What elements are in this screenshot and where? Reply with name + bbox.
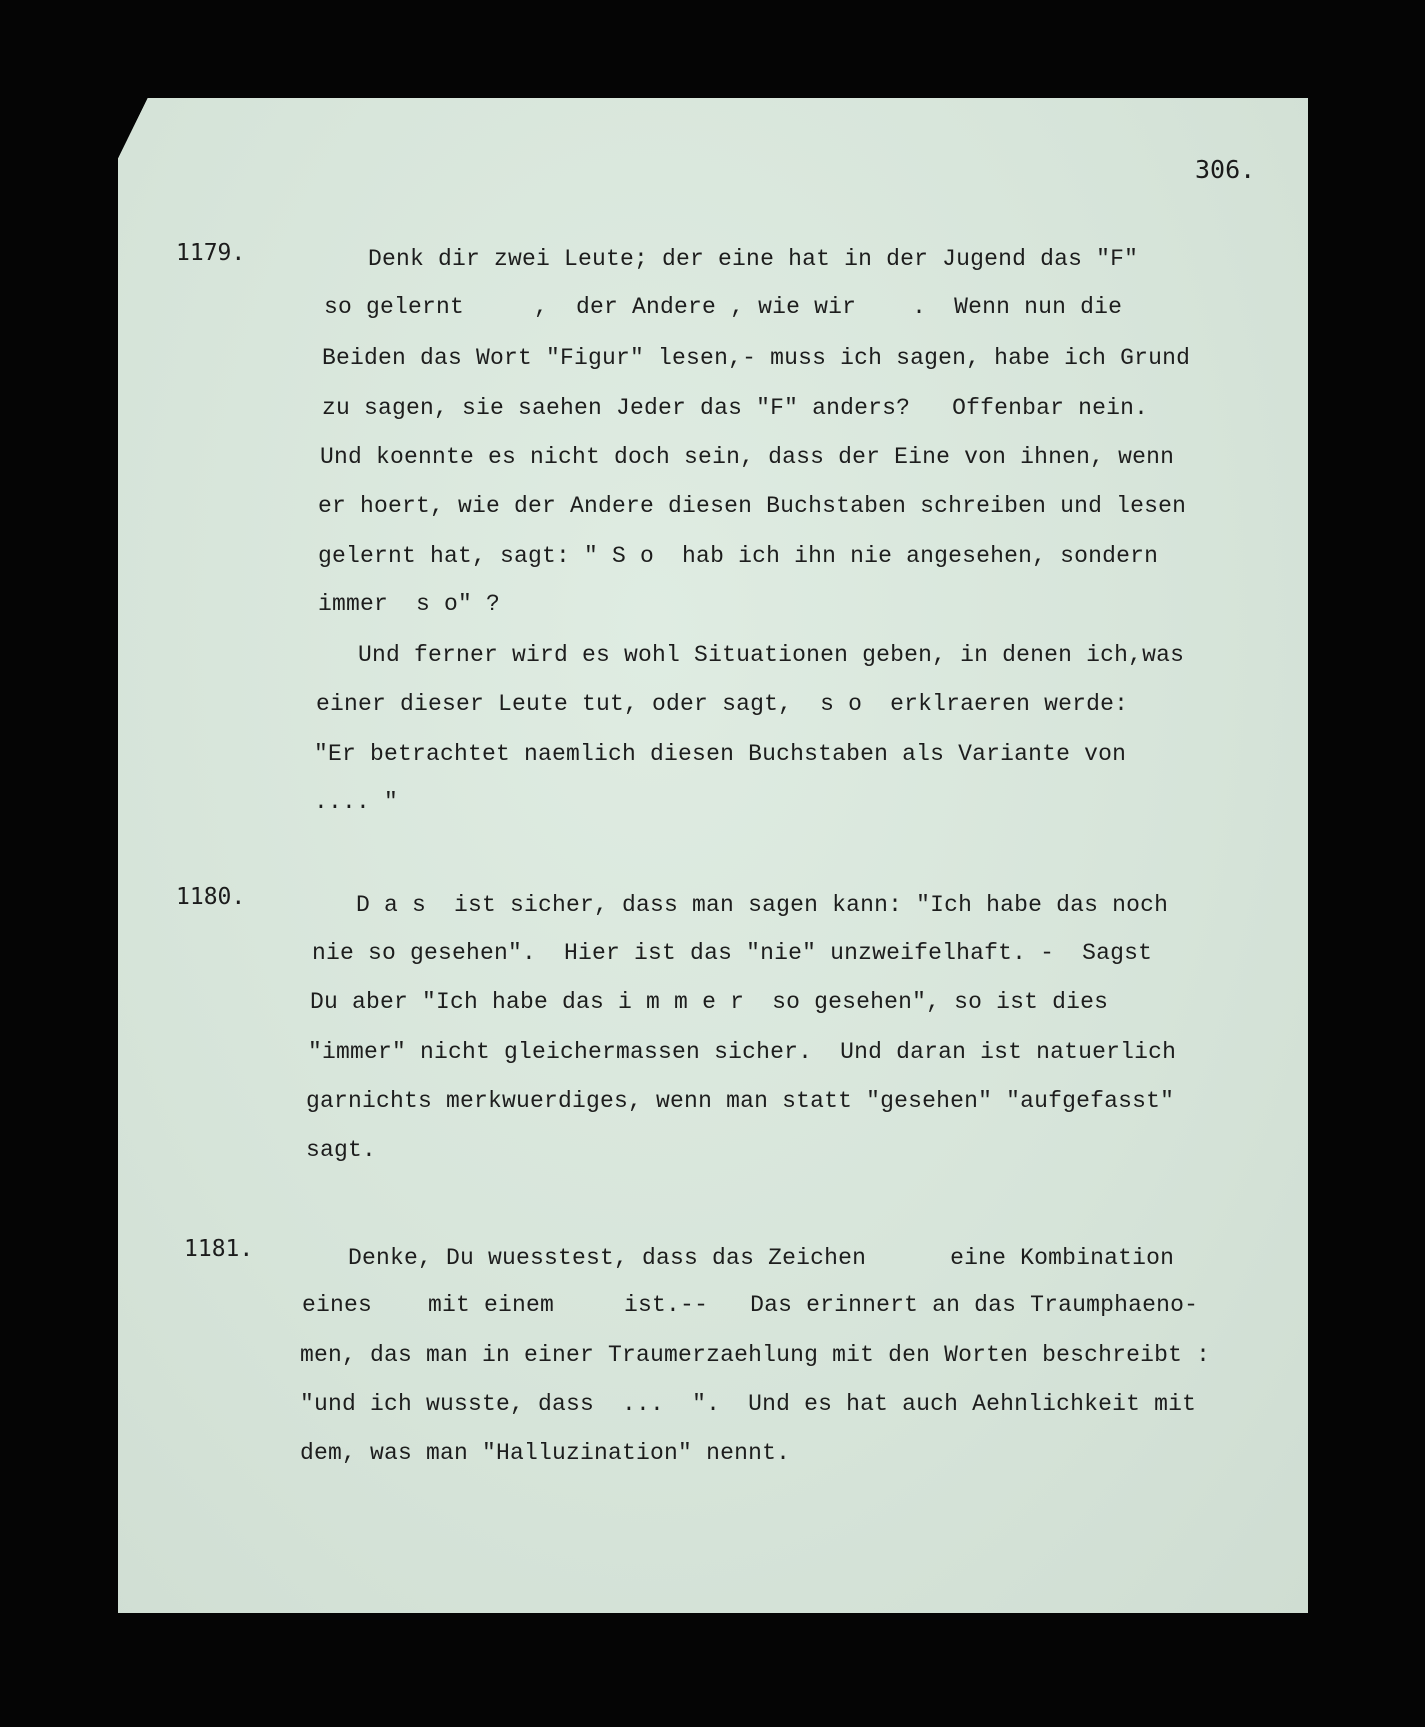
text-line: zu sagen, sie saehen Jeder das "F" anders? Offenbar nein. xyxy=(322,395,1149,421)
section-number: 1179. xyxy=(176,240,246,266)
text-line: men, das man in einer Traumerzaehlung mit den Worten beschreibt : xyxy=(300,1342,1211,1368)
text-line: einer dieser Leute tut, oder sagt, s o erklraeren werde: xyxy=(316,691,1129,717)
text-line: Denk dir zwei Leute; der eine hat in der Jugend das "F" xyxy=(368,246,1139,272)
text-line: dem, was man "Halluzination" nennt. xyxy=(300,1440,791,1466)
page-number: 306. xyxy=(1195,155,1256,184)
text-line: Du aber "Ich habe das i m m e r so gesehen", so ist dies xyxy=(310,989,1109,1015)
text-line: .... " xyxy=(314,789,399,815)
section-number: 1180. xyxy=(176,884,246,910)
text-line: "immer" nicht gleichermassen sicher. Und daran ist natuerlich xyxy=(308,1039,1177,1065)
text-line: "Er betrachtet naemlich diesen Buchstaben als Variante von xyxy=(314,741,1127,767)
text-line: er hoert, wie der Andere diesen Buchstaben schreiben und lesen xyxy=(318,493,1187,519)
text-line: garnichts merkwuerdiges, wenn man statt "gesehen" "aufgefasst" xyxy=(306,1088,1175,1114)
text-line: Und ferner wird es wohl Situationen geben, in denen ich,was xyxy=(316,642,1185,668)
text-line: gelernt hat, sagt: " S o hab ich ihn nie angesehen, sondern xyxy=(318,543,1159,569)
text-line: nie so gesehen". Hier ist das "nie" unzweifelhaft. - Sagst xyxy=(312,940,1153,966)
text-line: sagt. xyxy=(306,1137,377,1163)
text-line: "und ich wusste, dass ... ". Und es hat auch Aehnlichkeit mit xyxy=(300,1391,1197,1417)
text-line: immer s o" ? xyxy=(318,591,501,617)
text-line: eines mit einem ist.-- Das erinnert an das Traumphaeno- xyxy=(302,1292,1199,1318)
text-line: so gelernt , der Andere , wie wir . Wenn nun die xyxy=(324,294,1123,320)
text-line: D a s ist sicher, dass man sagen kann: "Ich habe das noch xyxy=(356,892,1169,918)
section-number: 1181. xyxy=(184,1236,254,1262)
text-line: Und koennte es nicht doch sein, dass der Eine von ihnen, wenn xyxy=(320,444,1175,470)
text-line: Denke, Du wuesstest, dass das Zeichen eine Kombination xyxy=(348,1245,1175,1271)
paper-sheet xyxy=(118,98,1308,1613)
text-line: Beiden das Wort "Figur" lesen,- muss ich sagen, habe ich Grund xyxy=(322,345,1191,371)
